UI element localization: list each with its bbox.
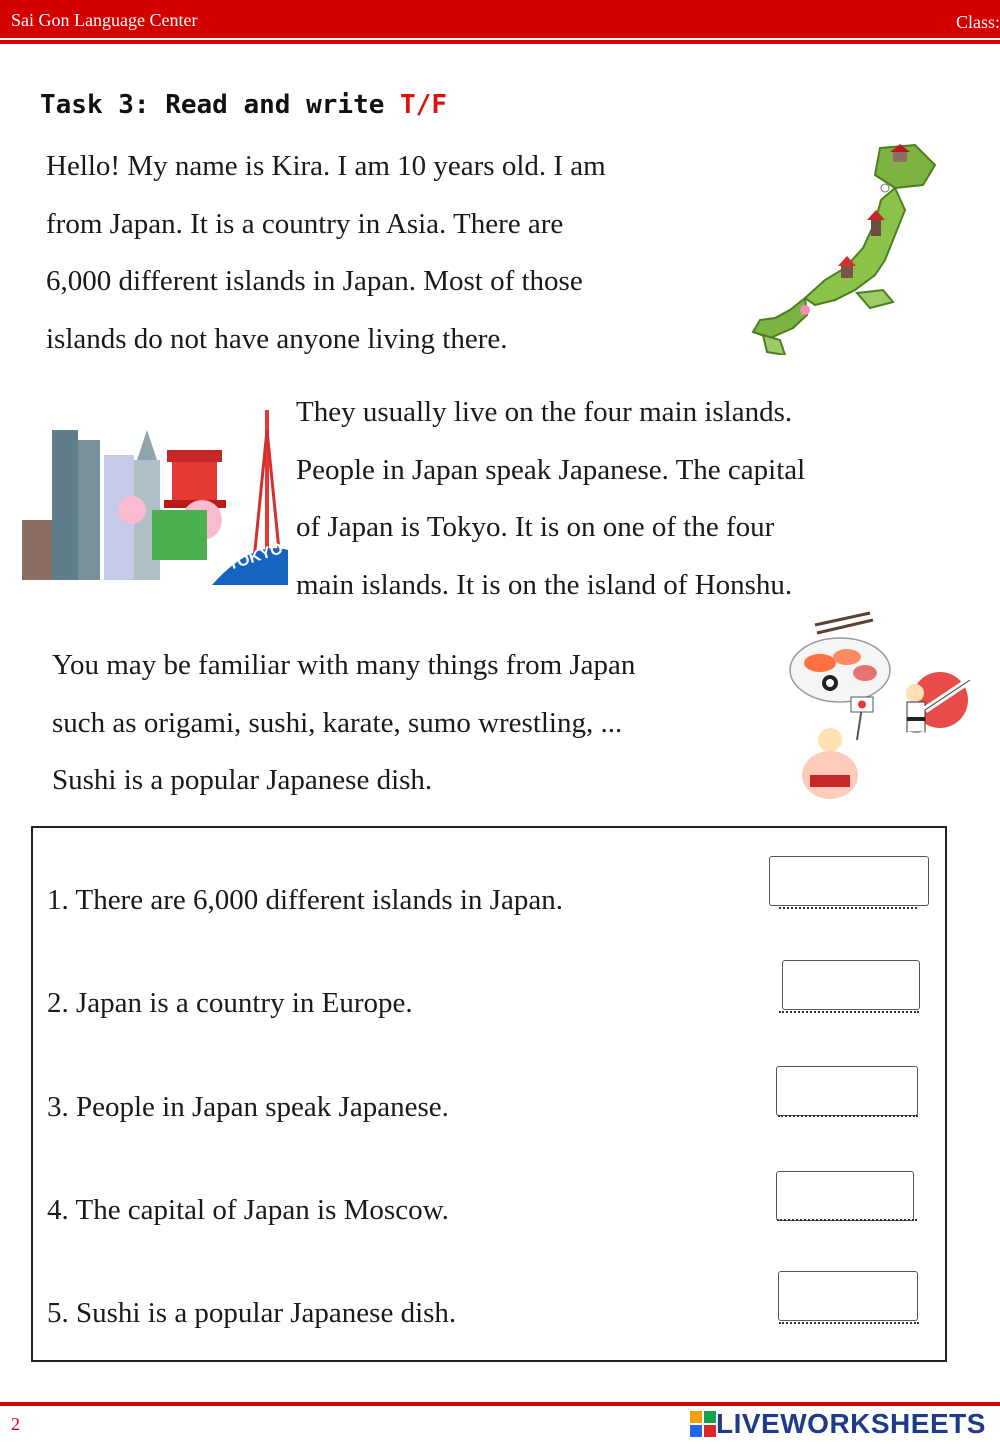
answer-box-5[interactable] (778, 1271, 918, 1321)
liveworksheets-grid-icon (690, 1411, 716, 1437)
tokyo-skyline-illustration (22, 400, 288, 585)
answer-line-4 (777, 1219, 917, 1221)
answer-line-5 (779, 1322, 919, 1324)
question-1: 1. There are 6,000 different islands in Japan. (47, 884, 563, 916)
question-4: 4. The capital of Japan is Moscow. (47, 1194, 449, 1226)
task-title (40, 90, 447, 120)
reading-paragraph-1 (46, 138, 606, 368)
paragraph-line: 6,000 different islands in Japan. Most of those (46, 265, 583, 297)
answer-line-1 (779, 907, 917, 909)
paragraph-line: main islands. It is on the island of Honshu. (296, 568, 793, 601)
paragraph-line: such as origami, sushi, karate, sumo wrestling, ... (52, 706, 623, 739)
answer-box-4[interactable] (776, 1171, 914, 1221)
paragraph-line: They usually live on the four main islands. (296, 396, 793, 428)
center-name: Sai Gon Language Center (11, 10, 198, 30)
footer-rule (0, 1402, 1000, 1406)
paragraph-line: People in Japan speak Japanese. The capital (296, 453, 806, 486)
japan-culture-illustration (785, 605, 980, 805)
reading-paragraph-2 (296, 384, 805, 614)
japan-map-illustration (745, 140, 945, 355)
class-label: Class: (955, 12, 1000, 32)
question-2: 2. Japan is a country in Europe. (47, 987, 413, 1019)
answer-box-2[interactable] (782, 960, 920, 1010)
paragraph-line: Sushi is a popular Japanese dish. (52, 764, 433, 796)
answer-box-1[interactable] (769, 856, 929, 906)
paragraph-line: You may be familiar with many things from Japan (52, 649, 636, 681)
answer-line-2 (779, 1011, 919, 1013)
answer-line-3 (778, 1115, 918, 1117)
question-3: 3. People in Japan speak Japanese. (47, 1091, 449, 1123)
reading-paragraph-3 (52, 637, 635, 810)
page-number: 2 (11, 1414, 20, 1434)
header-rule (0, 40, 1000, 44)
liveworksheets-logo (690, 1408, 986, 1440)
paragraph-line: Hello! My name is Kira. I am 10 years old. I am (46, 150, 606, 182)
task-title-highlight: T/F (400, 90, 447, 120)
task-title-prefix: Task 3: Read and write (40, 90, 401, 120)
paragraph-line: islands do not have anyone living there. (46, 322, 508, 355)
liveworksheets-brand: LIVEWORKSHEETS (716, 1408, 986, 1439)
paragraph-line: from Japan. It is a country in Asia. There are (46, 207, 564, 240)
question-5: 5. Sushi is a popular Japanese dish. (47, 1297, 457, 1329)
answer-box-3[interactable] (776, 1066, 918, 1116)
tokyo-label: TOKYO (225, 540, 286, 574)
paragraph-line: of Japan is Tokyo. It is on one of the four (296, 511, 775, 543)
